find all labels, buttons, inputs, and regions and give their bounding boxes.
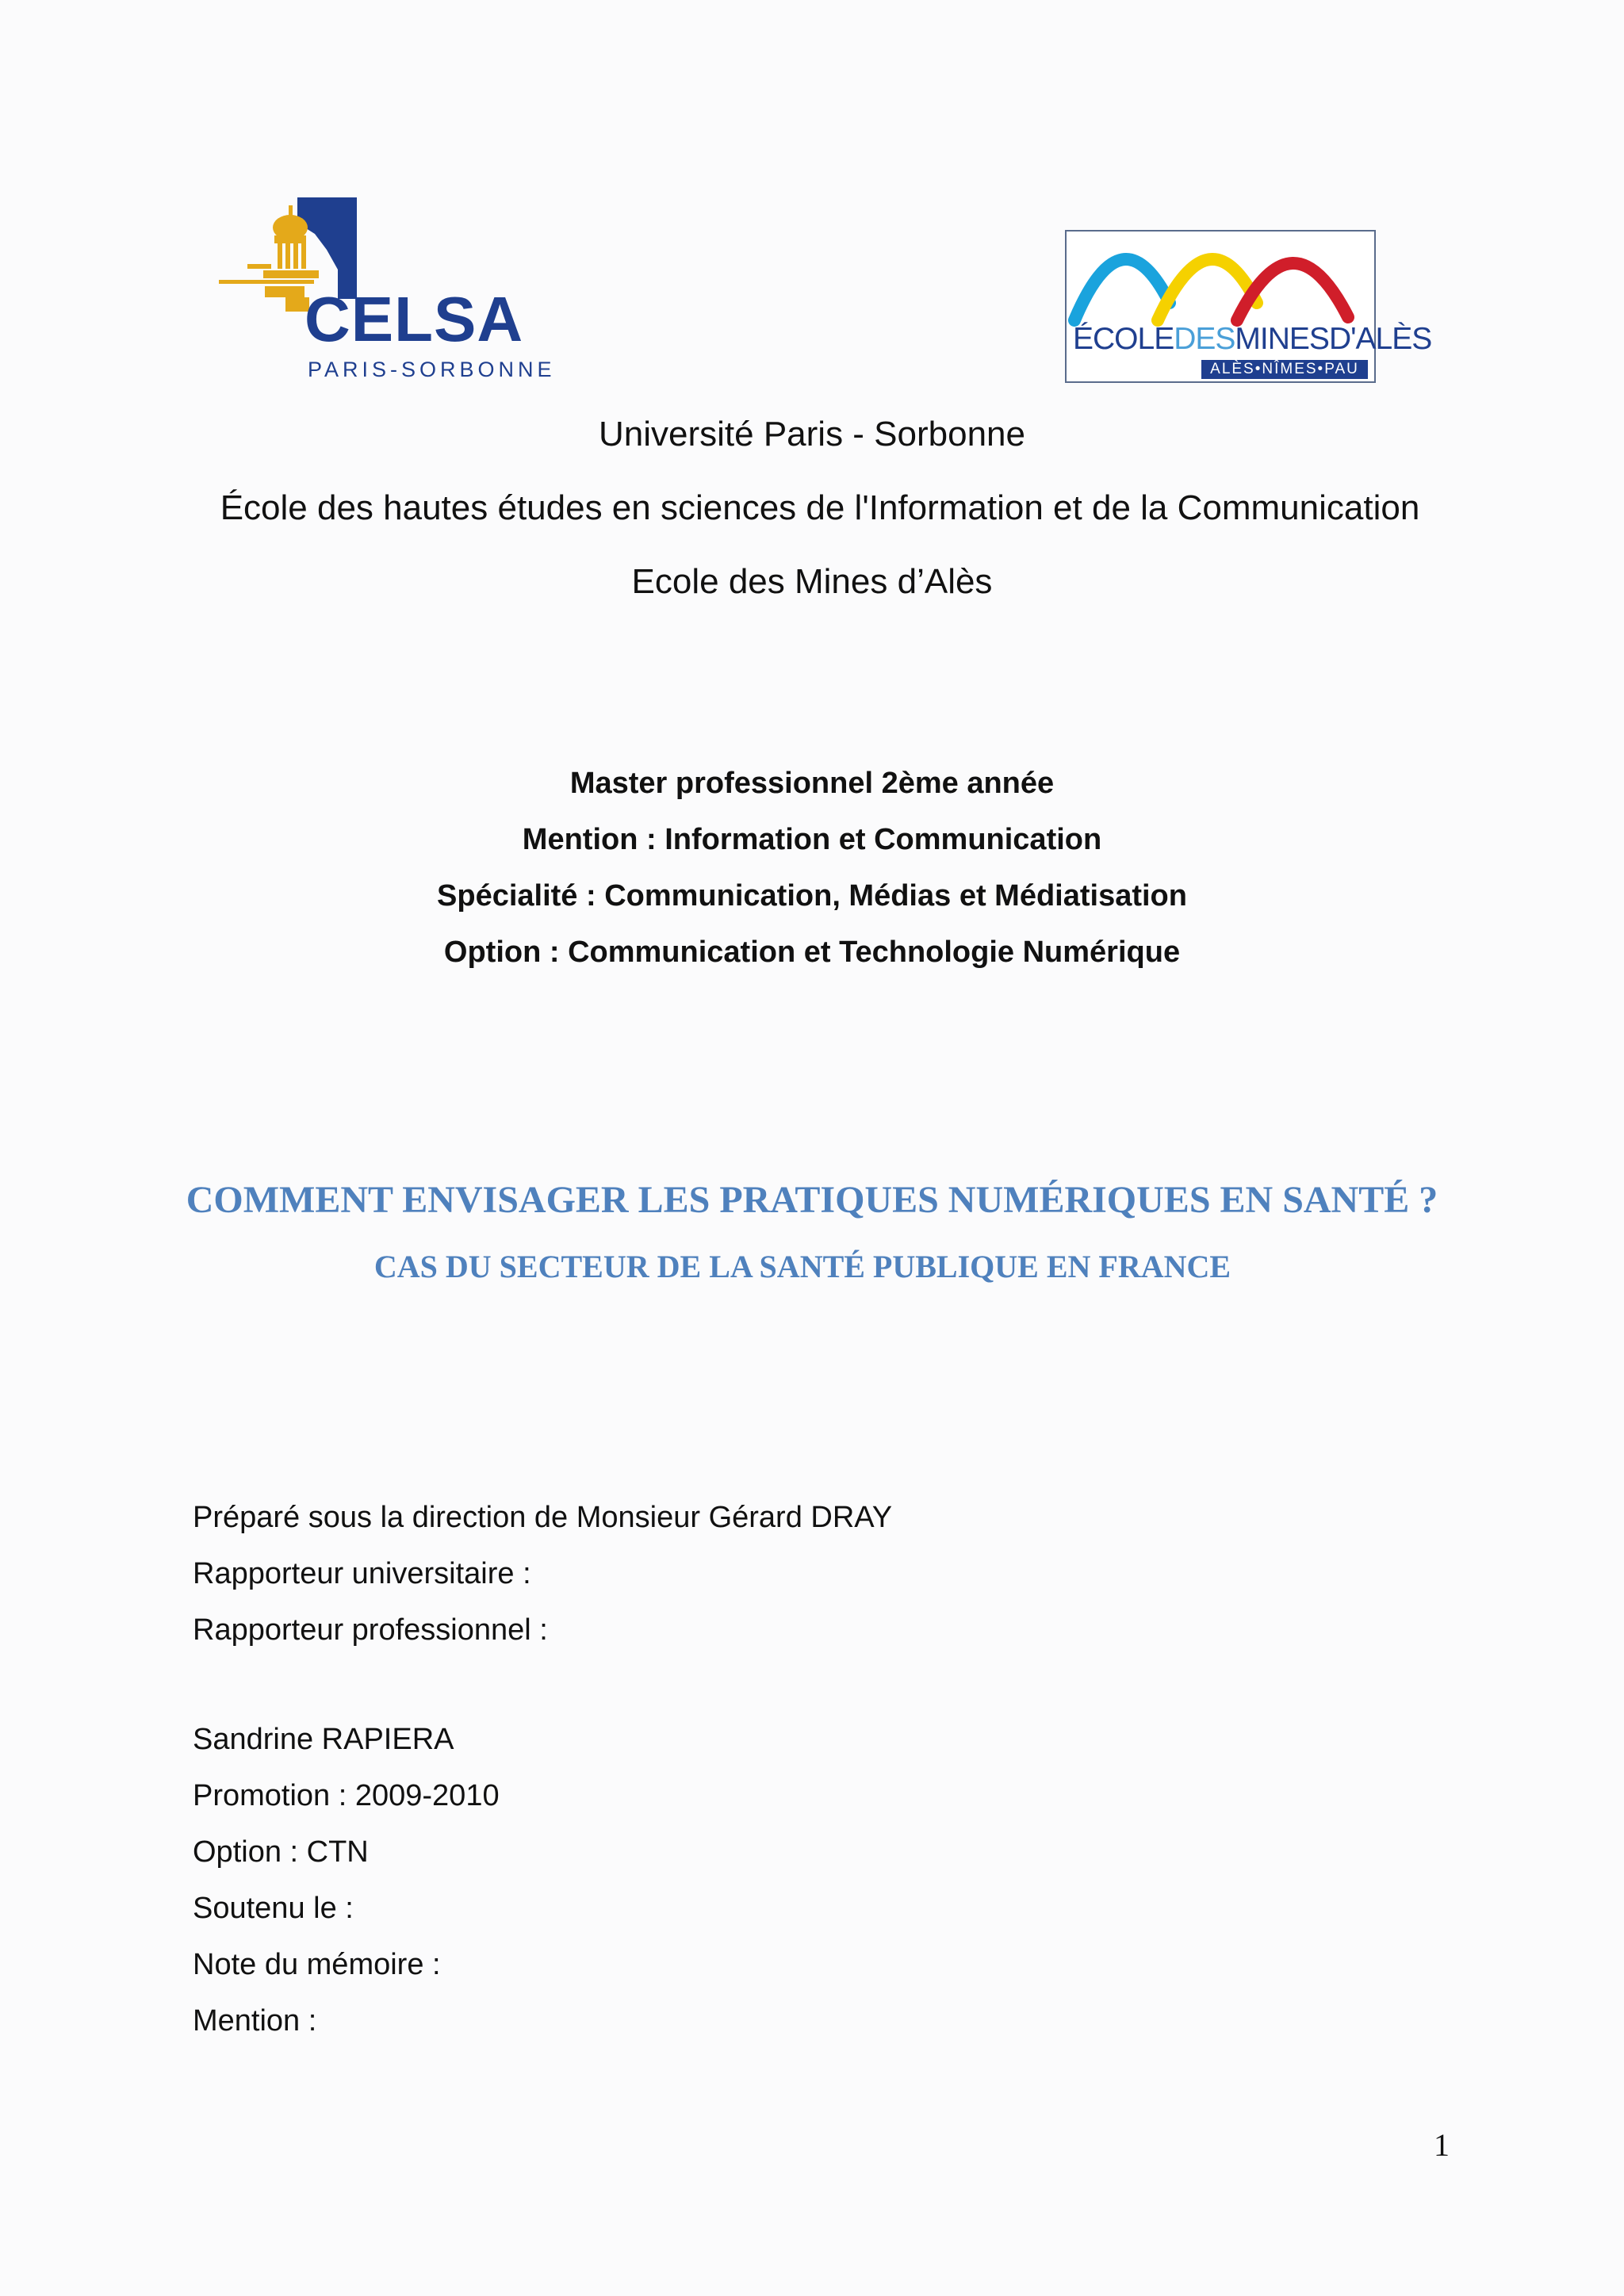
- student-name: Sandrine RAPIERA: [193, 1723, 454, 1756]
- academic-reviewer-line: Rapporteur universitaire :: [193, 1557, 531, 1590]
- mention-line: Mention :: [193, 2004, 317, 2038]
- mines-name-mines: MINES: [1235, 322, 1329, 356]
- mines-subtitle: ALÈS•NÎMES•PAU: [1201, 360, 1368, 379]
- celsa-name: CELSA: [304, 284, 524, 354]
- mines-name: [1073, 323, 1431, 356]
- promotion-line: Promotion : 2009-2010: [193, 1779, 500, 1812]
- thesis-title: COMMENT ENVISAGER LES PRATIQUES NUMÉRIQUES EN SANTÉ ?: [186, 1179, 1438, 1221]
- page-number: 1: [1434, 2127, 1450, 2163]
- institution-line-2: École des hautes études en sciences de l'Information et de la Communication: [220, 488, 1420, 527]
- defended-line: Soutenu le :: [193, 1892, 354, 1925]
- institution-line-3: Ecole des Mines d’Alès: [631, 562, 993, 601]
- mines-ales-logo: [1065, 230, 1432, 383]
- option-line: Option : CTN: [193, 1835, 369, 1869]
- program-line-1: Master professionnel 2ème année: [569, 767, 1055, 800]
- institution-line-1: Université Paris - Sorbonne: [598, 415, 1025, 453]
- mines-name-des: DES: [1174, 322, 1235, 356]
- mines-name-ales: D'ALÈS: [1328, 322, 1432, 356]
- thesis-subtitle: CAS DU SECTEUR DE LA SANTÉ PUBLIQUE EN FRANCE: [373, 1249, 1231, 1284]
- mines-arches-emblem: [1067, 232, 1374, 327]
- mines-name-ecole: ÉCOLE: [1073, 322, 1174, 356]
- program-line-4: Option : Communication et Technologie Numérique: [443, 936, 1181, 969]
- professional-reviewer-line: Rapporteur professionnel :: [193, 1613, 548, 1647]
- program-line-2: Mention : Information et Communication: [522, 823, 1102, 856]
- celsa-logo: [216, 194, 565, 385]
- director-line: Préparé sous la direction de Monsieur Gérard DRAY: [193, 1501, 893, 1534]
- grade-line: Note du mémoire :: [193, 1948, 441, 1981]
- program-line-3: Spécialité : Communication, Médias et Médiatisation: [437, 879, 1187, 913]
- celsa-subtitle: PARIS-SORBONNE: [308, 358, 556, 381]
